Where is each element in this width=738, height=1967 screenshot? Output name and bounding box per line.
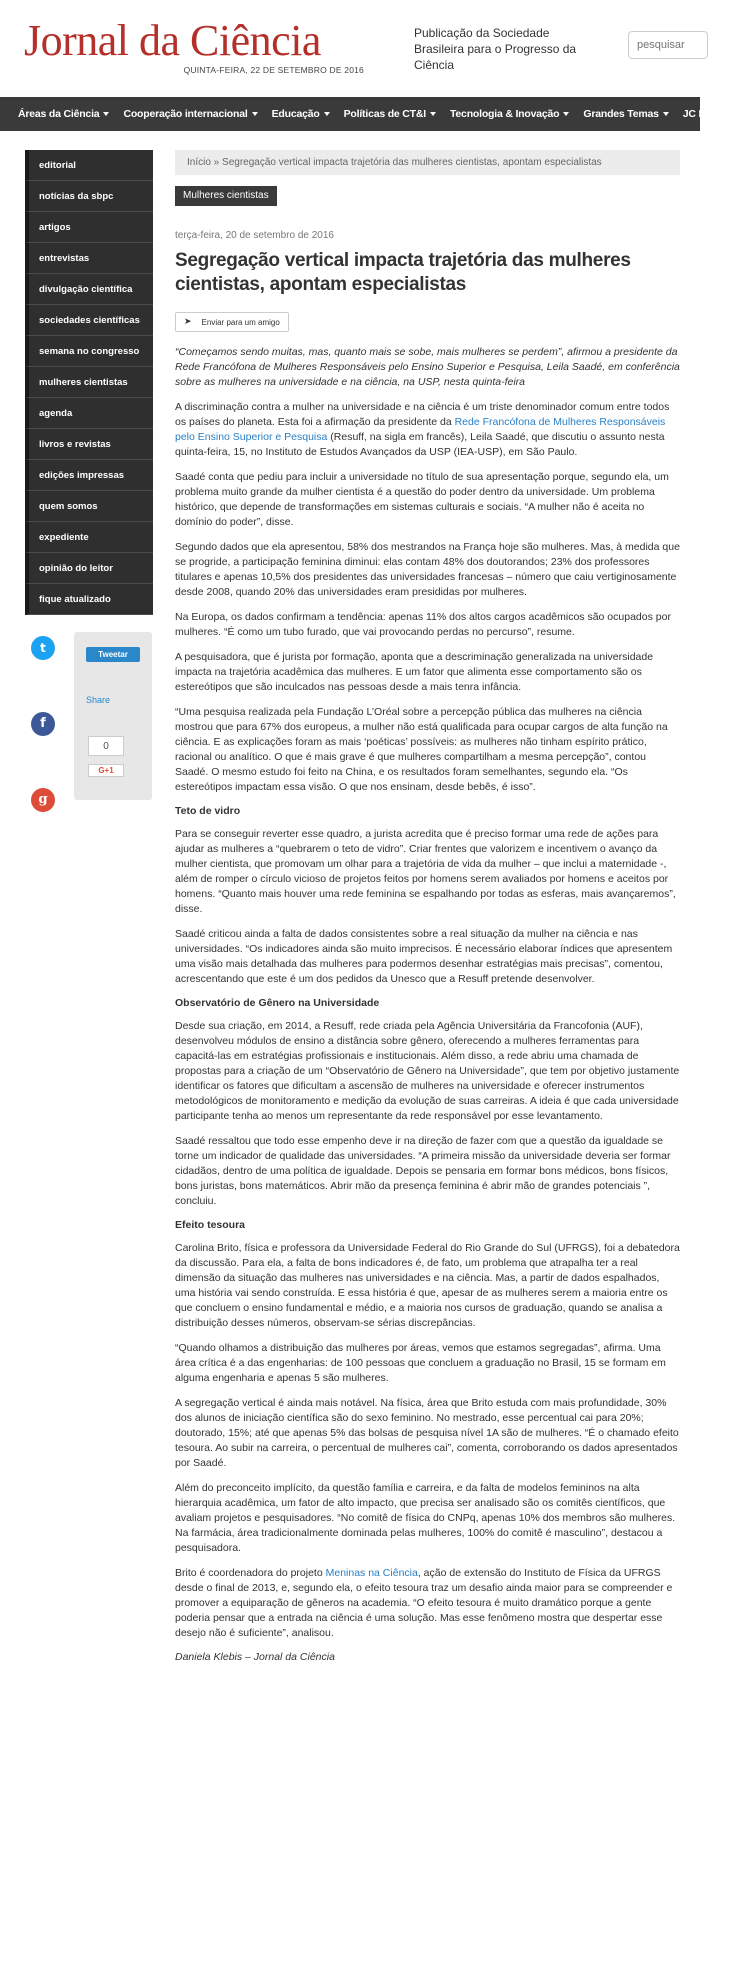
chevron-down-icon	[563, 112, 569, 116]
sidebar-item-entrevistas[interactable]: entrevistas	[25, 243, 153, 274]
sidebar-item-livros[interactable]: livros e revistas	[25, 429, 153, 460]
social-share	[25, 632, 155, 832]
sidebar-item-expediente[interactable]: expediente	[25, 522, 153, 553]
main-nav	[0, 97, 738, 131]
article-paragraph: A pesquisadora, que é jurista por formação, aponta que a descriminação generalizada na universidade impacta na trajetória acadêmica das mulheres. E um fator que alimenta esse comportamento são os estereótipos que são inculcados nas pessoas desde a mais tenra infância.	[175, 651, 654, 693]
send-to-friend-label: Enviar para um amigo	[201, 317, 280, 327]
article-paragraph: Saadé criticou ainda a falta de dados consistentes sobre a real situação da mulher na ciência e nas universidades. “Os indicadores ainda são muito imprecisos. É necessário elaborar índices que apresentem uma visão mais detalhada das mulheres para podermos desenhar estratégias mais precisas”, comentou, acrescentando que este é um dos pedidos da Unesco que a Resuff pretende desenvolver.	[175, 928, 673, 985]
twitter-icon[interactable]: t	[31, 636, 55, 660]
nav-item-cooperacao[interactable]: Cooperação internacional	[123, 108, 257, 120]
article-lead: “Começamos sendo muitas, mas, quanto mais se sobe, mais mulheres se perdem”, afirmou a presidente da Rede Francófona de Mulheres Responsáveis pelo Ensino Superior e Pesquisa, Leila Saadé, em conferência sobre as mulheres na universidade e na ciência, na USP, nesta quinta-feira	[175, 346, 680, 388]
sidebar-menu	[25, 150, 153, 615]
share-count: 0	[88, 736, 124, 756]
chevron-down-icon	[663, 112, 669, 116]
meninas-na-ciencia-link[interactable]: Meninas na Ciência	[325, 1567, 418, 1579]
search-input[interactable]	[628, 31, 708, 59]
facebook-share-link[interactable]: Share	[86, 695, 111, 705]
section-heading: Observatório de Gênero na Universidade	[175, 997, 380, 1009]
sidebar-item-editorial[interactable]: editorial	[25, 150, 153, 181]
nav-item-grandes-temas[interactable]: Grandes Temas	[583, 108, 668, 120]
breadcrumb-separator: »	[210, 157, 223, 168]
nav-item-areas[interactable]: Áreas da Ciência	[18, 108, 109, 120]
facebook-icon[interactable]: f	[31, 712, 55, 736]
article-paragraph: Para se conseguir reverter esse quadro, a jurista acredita que é preciso formar uma rede de ações para ajudar as mulheres a “quebrarem o teto de vidro”. Criar frentes que valorizem e incentivem o avanço da mulher cientista, que promovam um olhar para a trajetória de vida da mulher – que inclui a maternidade -, além de romper o círculo vicioso de projetos feitos por homens serem avaliados por homens e aceitos por homens. “Quanto mais houver uma rede feminina se espalhando por todas as esferas, mais avançaremos”, disse.	[175, 828, 676, 915]
sidebar-item-mulheres-cientistas[interactable]: mulheres cientistas	[25, 367, 153, 398]
send-to-friend-button[interactable]	[175, 312, 289, 332]
sidebar-item-noticias-sbpc[interactable]: notícias da sbpc	[25, 181, 153, 212]
chevron-down-icon	[430, 112, 436, 116]
sidebar-item-edicoes[interactable]: edições impressas	[25, 460, 153, 491]
gplus-button[interactable]: G+1	[88, 764, 124, 777]
article-paragraph: A segregação vertical é ainda mais notável. Na física, área que Brito estuda com mais profundidade, 30% dos alunos de iniciação científica são do sexo feminino. No mestrado, esse percentual cai para 20%; doutorado, 15%; até que apenas 5% das bolsas de pesquisa nível 1A são de mulheres. “É o chamado efeito tesoura. Ao subir na carreira, o percentual de mulheres cai”, comenta, corroborando os dados apresentados por Saadé.	[175, 1397, 679, 1469]
section-heading: Teto de vidro	[175, 805, 241, 817]
site-header	[0, 0, 700, 97]
sidebar-item-opiniao[interactable]: opinião do leitor	[25, 553, 153, 584]
sidebar-item-artigos[interactable]: artigos	[25, 212, 153, 243]
breadcrumb-current: Segregação vertical impacta trajetória das mulheres cientistas, apontam especialistas	[222, 157, 602, 168]
category-tag[interactable]: Mulheres cientistas	[175, 186, 277, 206]
article-paragraph: Carolina Brito, física e professora da Universidade Federal do Rio Grande do Sul (UFRGS), foi a debatedora da discussão. Para ela, a falta de bons indicadores é, de fato, um problema que atrapalha ter a real dimensão da situação das mulheres nas universidades e na ciência. Mas, a partir de dados espalhados, uma história vai sendo construída. E essa história é que, apesar de as mulheres serem a maioria entre os que concluem o ensino fundamental e médio, e a maioria nos cursos de graduação, quando se analisa a distribuição desses números, observam-se sérias discrepâncias.	[175, 1242, 680, 1329]
sidebar-item-agenda[interactable]: agenda	[25, 398, 153, 429]
article-paragraph: Saadé conta que pediu para incluir a universidade no título de sua apresentação porque, segundo ela, um problema muito grande da mulher cientista é a questão do poder dentro da universidade. Um problema histórico, que depende de transformações em sistemas culturais e sociais. “A mulher não é aceita no domínio do poder”, disse.	[175, 471, 669, 528]
site-tagline: Publicação da Sociedade Brasileira para o Progresso da Ciência	[414, 26, 577, 72]
article-paragraph: Além do preconceito implícito, da questão família e carreira, e da falta de modelos femininos na alta hierarquia acadêmica, um fator de alto impacto, que precisa ser analisado são os comitês científicos, que avaliam projetos e pesquisadores. “No comitê de física do CNPq, apenas 10% dos membros são mulheres. Na farmácia, área tradicionalmente dominada pelas mulheres, 100% do comitê é masculino”, destacou a pesquisadora.	[175, 1482, 676, 1554]
sidebar-item-sociedades[interactable]: sociedades científicas	[25, 305, 153, 336]
nav-item-tecnologia[interactable]: Tecnologia & Inovação	[450, 108, 569, 120]
breadcrumb-home[interactable]: Início	[187, 157, 211, 168]
article-signature: Daniela Klebis – Jornal da Ciência	[175, 1651, 335, 1663]
sidebar-item-divulgacao[interactable]: divulgação científica	[25, 274, 153, 305]
site-logo[interactable]	[24, 18, 364, 75]
logo-date: QUINTA-FEIRA, 22 DE SETEMBRO DE 2016	[183, 65, 364, 75]
google-plus-icon[interactable]: g	[31, 788, 55, 812]
logo-title: Jornal da Ciência	[24, 16, 321, 65]
chevron-down-icon	[103, 112, 109, 116]
chevron-down-icon	[324, 112, 330, 116]
share-panel	[74, 632, 152, 800]
article-paragraph: Na Europa, os dados confirmam a tendência: apenas 11% dos altos cargos acadêmicos são ocupados por mulheres. “É como um tubo furado, que vai provocando perdas no percurso”, resume.	[175, 611, 671, 638]
article-title: Segregação vertical impacta trajetória das mulheres cientistas, apontam especialistas	[175, 250, 631, 295]
sidebar-item-fique-atualizado[interactable]: fique atualizado	[25, 584, 153, 615]
tweet-button[interactable]: Tweetar	[86, 647, 140, 662]
article-paragraph: “Quando olhamos a distribuição das mulheres por áreas, vemos que estamos segregadas”, afirma. Uma área crítica é a das engenharias: de 100 pessoas que concluem a graduação no Brasil, 15 se formam em alguma engenharia e apenas 5 são mulheres.	[175, 1342, 666, 1384]
nav-item-politicas[interactable]: Políticas de CT&I	[344, 108, 436, 120]
section-heading: Efeito tesoura	[175, 1219, 246, 1231]
sidebar-item-semana-congresso[interactable]: semana no congresso	[25, 336, 153, 367]
article-paragraph: Desde sua criação, em 2014, a Resuff, rede criada pela Agência Universitária da Francofonia (AUF), desenvolveu módulos de ensino a distância sobre gênero, oferecendo a mulheres ferramentas para capacitá-las em estratégias profissionais e institucionais. Além disso, a rede abriu uma chamada de propostas para a criação de um “Observatório de Gênero na Universidade”, que tem por objetivo justamente identificar os fatores que dificultam a ascensão de mulheres na universidade e oferecer instrumentos metodológicos de monitoramento e medição da evolução de suas carreiras. A ideia é que cada universidade participante tenha ao menos um representante da rede responsável por esse levantamento.	[175, 1020, 680, 1122]
article-paragraph: Segundo dados que ela apresentou, 58% dos mestrandos na França hoje são mulheres. Mas, à medida que se progride, a participação feminina diminui: elas contam 48% dos doutorandos; 23% dos professores titulares e apenas 10,5% dos presidentes das universidades francesas – número que caiu vertiginosamente desde 2008, quando 20% das universidades eram presididas por mulheres.	[175, 541, 680, 598]
chevron-down-icon	[252, 112, 258, 116]
breadcrumb	[175, 150, 680, 175]
resuff-link[interactable]: Rede Francófona de Mulheres Responsáveis pelo Ensino Superior e Pesquisa	[175, 416, 666, 443]
send-icon: ➤	[184, 317, 192, 327]
article-main	[175, 150, 680, 1663]
article-paragraph: Saadé ressaltou que todo esse empenho deve ir na direção de fazer com que a questão da igualdade se torne um indicador de qualidade das universidades. “A primeira missão da universidade deveria ser formar cidadãos, dentro de uma política de igualdade. Depois se pensaria em formar bons médicos, bons físicos, bons juristas, bons matemáticos. Abrir mão da presença feminina é abrir mão de grandes potenciais ”, concluiu.	[175, 1135, 671, 1207]
nav-item-educacao[interactable]: Educação	[272, 108, 330, 120]
article-paragraph: A discriminação contra a mulher na universidade e na ciência é um triste denominador comum entre todos os países do planeta. Esta foi a afirmação da presidente da Rede Francófona de Mulheres Responsáveis pelo Ensino Superior e Pesquisa (Resuff, na sigla em francês), Leila Saadé, que discutiu o assunto nesta quinta-feira, 15, no Instituto de Estudos Avançados da USP (IEA-USP), em São Paulo.	[175, 401, 670, 458]
article-paragraph: Brito é coordenadora do projeto Meninas na Ciência, ação de extensão do Instituto de Física da UFRGS desde o final de 2013, e, segundo ela, o efeito tesoura traz um desafio ainda maior para se compreender e promover a equiparação de gêneros na academia. “O efeito tesoura é muito dramático porque a gente poderia pensar que a entrada na ciência é uma solução. Mas esse fenômeno mostra que despertar esse desejo não é suficiente”, analisou.	[175, 1567, 673, 1639]
article-paragraph: “Uma pesquisa realizada pela Fundação L’Oréal sobre a percepção pública das mulheres na ciência mostrou que para 67% dos europeus, a mulher não está qualificada para ocupar cargos de alta função na ciência. E as explicações foram as mais ‘poéticas’ possíveis: as mulheres não tinham espírito prático, racional ou analítico. O que é mais grave é que mulheres compartilham a mesma percepção”, contou Saadé. O mesmo estudo foi feito na China, e os resultados foram semelhantes, segundo ela. “Os estereótipos impactam essa visão. O que nos ensinam, desde bebês, é isso”.	[175, 706, 668, 793]
sidebar-item-quem-somos[interactable]: quem somos	[25, 491, 153, 522]
article-date: terça-feira, 20 de setembro de 2016	[175, 230, 334, 241]
nav-item-jc-noticias[interactable]: JC Notícias	[682, 108, 738, 120]
